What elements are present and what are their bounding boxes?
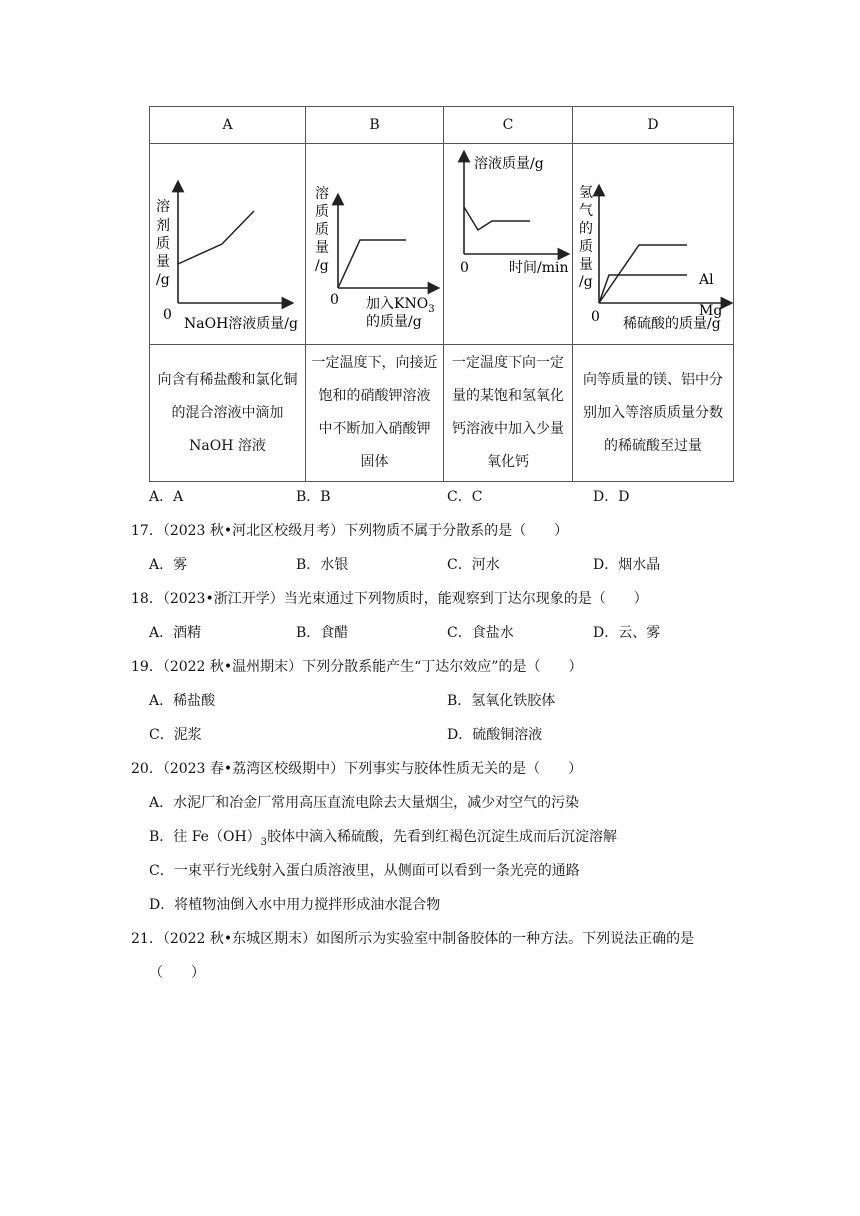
q21-answer-bracket: （ ） xyxy=(149,965,205,981)
q19-option-b[interactable]: B．氢氧化铁胶体 xyxy=(447,693,556,709)
y-label-3: 的 xyxy=(579,221,593,237)
q20-option-c[interactable]: C．一束平行光线射入蛋白质溶液里，从侧面可以看到一条光亮的通路 xyxy=(149,863,580,879)
graph-d xyxy=(573,144,733,340)
q17-option-c[interactable]: C．河水 xyxy=(447,557,500,573)
y-label-2: 气 xyxy=(579,203,593,219)
y-label-1: 溶 xyxy=(156,199,170,215)
y-label-5: /g xyxy=(156,272,170,288)
q19-stem: 19．（2022 秋•温州期末）下列分散系能产生“丁达尔效应”的是（ ） xyxy=(131,659,583,675)
header-c: C xyxy=(444,107,573,144)
graph-b xyxy=(306,144,443,340)
q20-stem: 20．（2023 春•荔湾区校级期中）下列事实与胶体性质无关的是（ ） xyxy=(131,761,583,777)
y-label-2: 剂 xyxy=(156,218,170,234)
graph-c xyxy=(444,144,572,340)
q20-option-d[interactable]: D．将植物油倒入水中用力搅拌形成油水混合物 xyxy=(149,897,441,913)
q16-option-a[interactable]: A．A xyxy=(149,489,184,505)
q16-option-b[interactable]: B．B xyxy=(296,489,331,505)
header-a: A xyxy=(150,107,306,144)
description-b: 一定温度下，向接近 饱和的硝酸钾溶液 中不断加入硝酸钾 固体 xyxy=(306,345,444,482)
series-label-al: Al xyxy=(699,272,714,288)
curve xyxy=(464,207,530,230)
origin-label: 0 xyxy=(330,292,339,308)
graph-a xyxy=(150,144,305,340)
q17-option-d[interactable]: D．烟水晶 xyxy=(593,557,661,573)
origin-label: 0 xyxy=(591,309,600,325)
graph-cell-c xyxy=(444,144,573,345)
origin-label: 0 xyxy=(163,307,172,323)
curve-al xyxy=(599,245,687,303)
q18-option-d[interactable]: D．云、雾 xyxy=(593,625,661,641)
y-label-4: 质 xyxy=(579,239,593,255)
q21-stem: 21．（2022 秋•东城区期末）如图所示为实验室中制备胶体的一种方法。下列说法正确的是 xyxy=(131,931,695,947)
q18-option-b[interactable]: B．食醋 xyxy=(296,625,349,641)
q17-stem: 17．（2023 秋•河北区校级月考）下列物质不属于分散系的是（ ） xyxy=(131,523,569,539)
header-b: B xyxy=(306,107,444,144)
description-d: 向等质量的镁、铝中分 别加入等溶质质量分数 的稀硫酸至过量 xyxy=(573,345,734,482)
q18-stem: 18．（2023•浙江开学）当光束通过下列物质时，能观察到丁达尔现象的是（ ） xyxy=(131,591,648,607)
y-label-1: 溶 xyxy=(315,186,329,202)
q18-option-a[interactable]: A．酒精 xyxy=(149,625,202,641)
q17-option-a[interactable]: A．雾 xyxy=(149,557,188,573)
curve xyxy=(178,211,254,264)
y-label-4: 量 xyxy=(156,254,170,270)
q16-option-c[interactable]: C．C xyxy=(447,489,483,505)
curve-mg xyxy=(599,275,687,303)
x-label-2: 的质量/g xyxy=(366,314,422,330)
curve xyxy=(338,240,406,288)
y-label-6: /g xyxy=(579,274,593,290)
description-c: 一定温度下向一定 量的某饱和氢氧化 钙溶液中加入少量 氧化钙 xyxy=(444,345,573,482)
x-label: 稀硫酸的质量/g xyxy=(623,316,721,332)
q19-option-d[interactable]: D．硫酸铜溶液 xyxy=(447,727,543,743)
q18-option-c[interactable]: C．食盐水 xyxy=(447,625,514,641)
y-label-5: /g xyxy=(315,258,329,274)
description-a: 向含有稀盐酸和氯化铜 的混合溶液中滴加 NaOH 溶液 xyxy=(150,345,306,482)
x-label: NaOH溶液质量/g xyxy=(184,316,298,332)
q19-option-a[interactable]: A．稀盐酸 xyxy=(149,693,216,709)
graph-cell-d xyxy=(573,144,734,345)
y-label-5: 量 xyxy=(579,257,593,273)
graph-cell-b xyxy=(306,144,444,345)
y-label-3: 质 xyxy=(315,222,329,238)
q20-option-a[interactable]: A．水泥厂和冶金厂常用高压直流电除去大量烟尘，减少对空气的污染 xyxy=(149,795,580,811)
graph-table xyxy=(149,106,734,482)
y-label-1: 氢 xyxy=(579,185,593,201)
origin-label: 0 xyxy=(460,260,469,276)
x-label: 时间/min xyxy=(509,260,569,276)
y-label: 溶液质量/g xyxy=(474,156,544,172)
q17-option-b[interactable]: B．水银 xyxy=(296,557,349,573)
graph-cell-a xyxy=(150,144,306,345)
y-label-4: 量 xyxy=(315,240,329,256)
q20-option-b[interactable]: B．往 $Fe(OH)_3$胶体中滴入稀硫酸，先看到红褐色沉淀生成而后沉淀溶解 xyxy=(149,829,618,848)
q16-option-d[interactable]: D．D xyxy=(593,489,630,505)
y-label-3: 质 xyxy=(156,236,170,252)
series-label-mg: Mg xyxy=(699,303,723,319)
q19-option-c[interactable]: C．泥浆 xyxy=(149,727,202,743)
y-label-2: 质 xyxy=(315,204,329,220)
header-d: D xyxy=(573,107,734,144)
x-label-1: 加入$KNO_3$ xyxy=(366,296,435,315)
